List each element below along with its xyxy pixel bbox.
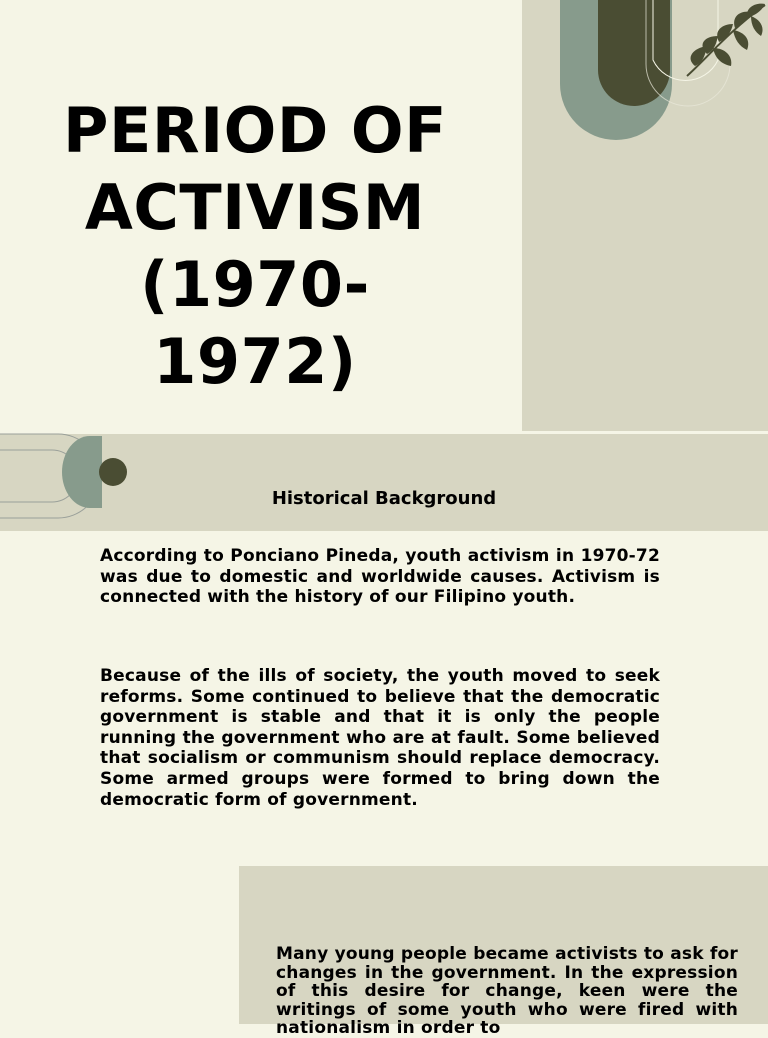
title-line-1: PERIOD OF: [63, 94, 447, 167]
leaf-branch-icon: [685, 0, 768, 80]
title-line-2: ACTIVISM: [84, 171, 426, 244]
section-heading: Historical Background: [271, 488, 497, 509]
paragraph-1: According to Ponciano Pineda, youth activism in 1970-72 was due to domestic and worldwide causes. Activism is connected with the history of our Filipino youth.: [100, 546, 660, 608]
slide-title: [0, 92, 510, 400]
dot-decoration: [99, 458, 127, 486]
arch-decoration: [558, 0, 688, 145]
paragraph-3: Many young people became activists to ask for changes in the government. In the expression of this desire for change, keen were the writings of some youth who were fired with nationalism in order to: [276, 944, 738, 1038]
paragraph-2: Because of the ills of society, the youth moved to seek reforms. Some continued to believe that the democratic government is stable and that it is only the people running the government who are at fault. Some believed that socialism or communism should replace democracy. Some armed groups were formed to bring down the democratic form of government.: [100, 666, 660, 810]
title-line-4: 1972): [153, 325, 357, 398]
title-line-3: (1970-: [140, 248, 370, 321]
